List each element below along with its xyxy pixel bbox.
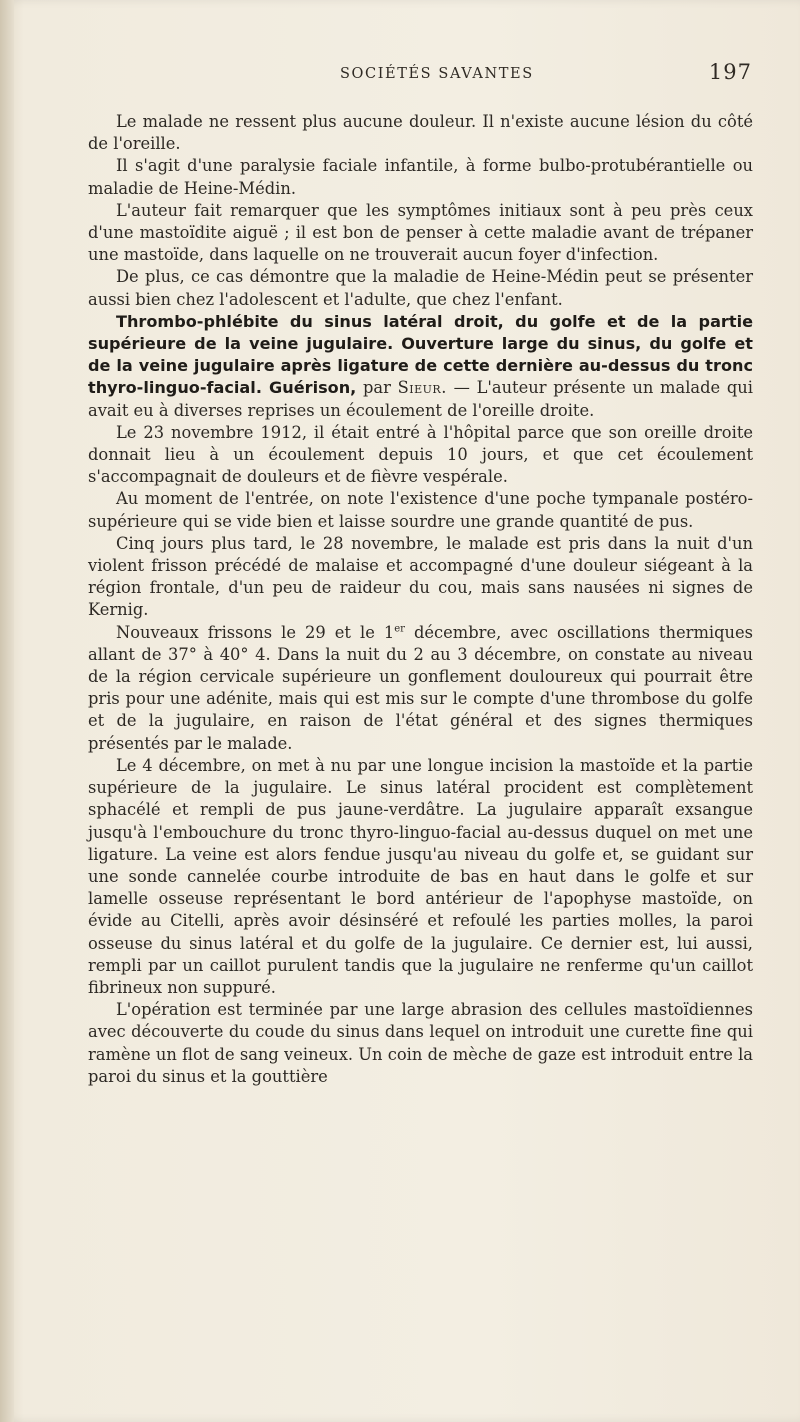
paragraph-text-start: Nouveaux frissons le 29 et le 1 (116, 622, 395, 642)
paragraph-with-heading (88, 311, 753, 422)
paragraph: De plus, ce cas démontre que la maladie de Heine-Médin peut se présenter aussi bien chez l'adolescent et l'adulte, que chez l'enfant. (88, 267, 753, 309)
paragraph-text: — L'auteur présente un malade qui avait eu à diverses reprises un écoulement de l'oreille droite. (88, 378, 753, 420)
paragraph-text-end: décembre, avec oscillations thermiques allant de 37° à 40° 4. Dans la nuit du 2 au 3 décembre, on constate au niveau de la région cervicale supérieure un gonflement douloureux qui pourrait être pris pour une adénite, mais qui est mis sur le compte d'une thrombose du golfe et de la jugulaire, en raison de l'état général et des signes thermiques présentés par le malade. (88, 622, 753, 753)
superscript-er: er (394, 623, 405, 635)
paragraph: L'auteur fait remarquer que les symptômes initiaux sont à peu près ceux d'une mastoïdite aiguë ; il est bon de penser à cette maladie avant de trépaner une mastoïde, dans laquelle on ne trouverait aucun foyer d'infection. (88, 200, 753, 265)
page-binding-edge (0, 0, 14, 1422)
author-name: Sieur. (397, 378, 447, 398)
paragraph: Le 4 décembre, on met à nu par une longue incision la mastoïde et la partie supérieure de la jugulaire. Le sinus latéral procident est complètement sphacélé et rempli de pus jaune-verdâtre. La jugulaire apparaît exsangue jusqu'à l'embouchure du tronc thyro-linguo-facial au-dessus duquel on met une ligature. La veine est alors fendue jusqu'au niveau du golfe et, se guidant sur une sonde cannelée courbe introduite de bas en haut dans le golfe et sur lamelle osseuse représentant le bord antérieur de l'apophyse mastoïde, on évide au Citelli, après avoir désinséré et refoulé les parties molles, la paroi osseuse du sinus latéral et du golfe de la jugulaire. Ce dernier est, lui aussi, rempli par un caillot purulent tandis que la jugulaire ne renferme qu'un caillot fibrineux non suppuré. (88, 755, 753, 997)
paragraph (88, 622, 753, 755)
running-title: SOCIÉTÉS SAVANTES (340, 66, 534, 82)
section-heading: Thrombo-phlébite du sinus latéral droit, du golfe et de la partie supérieure de la veine jugulaire. Ouverture large du sinus, du golfe et de la veine jugulaire après ligature de cette dernière au-dessus du tronc thyro-linguo-facial. Guérison, (88, 311, 753, 398)
author-prefix: par (363, 378, 391, 398)
paragraph: L'opération est terminée par une large abrasion des cellules mastoïdiennes avec découverte du coude du sinus dans lequel on introduit une curette fine qui ramène un flot de sang veineux. Un coin de mèche de gaze est introduit entre la paroi du sinus et la gouttière (88, 1000, 753, 1086)
body-text (88, 111, 753, 1088)
paragraph: Le malade ne ressent plus aucune douleur. Il n'existe aucune lésion du côté de l'oreille. (88, 112, 753, 154)
paragraph: Le 23 novembre 1912, il était entré à l'hôpital parce que son oreille droite donnait lieu à un écoulement depuis 10 jours, et que cet écoulement s'accompagnait de douleurs et de fièvre vespérale. (88, 422, 753, 487)
running-header (90, 58, 752, 92)
page-number: 197 (708, 60, 752, 84)
paragraph: Il s'agit d'une paralysie faciale infantile, à forme bulbo-protubérantielle ou maladie de Heine-Médin. (88, 156, 753, 198)
paragraph: Au moment de l'entrée, on note l'existence d'une poche tympanale postéro-supérieure qui se vide bien et laisse sourdre une grande quantité de pus. (88, 489, 753, 531)
paragraph: Cinq jours plus tard, le 28 novembre, le malade est pris dans la nuit d'un violent frisson précédé de malaise et accompagné d'une douleur siégeant à la région frontale, d'un peu de raideur du cou, mais sans nausées ni signes de Kernig. (88, 533, 753, 620)
